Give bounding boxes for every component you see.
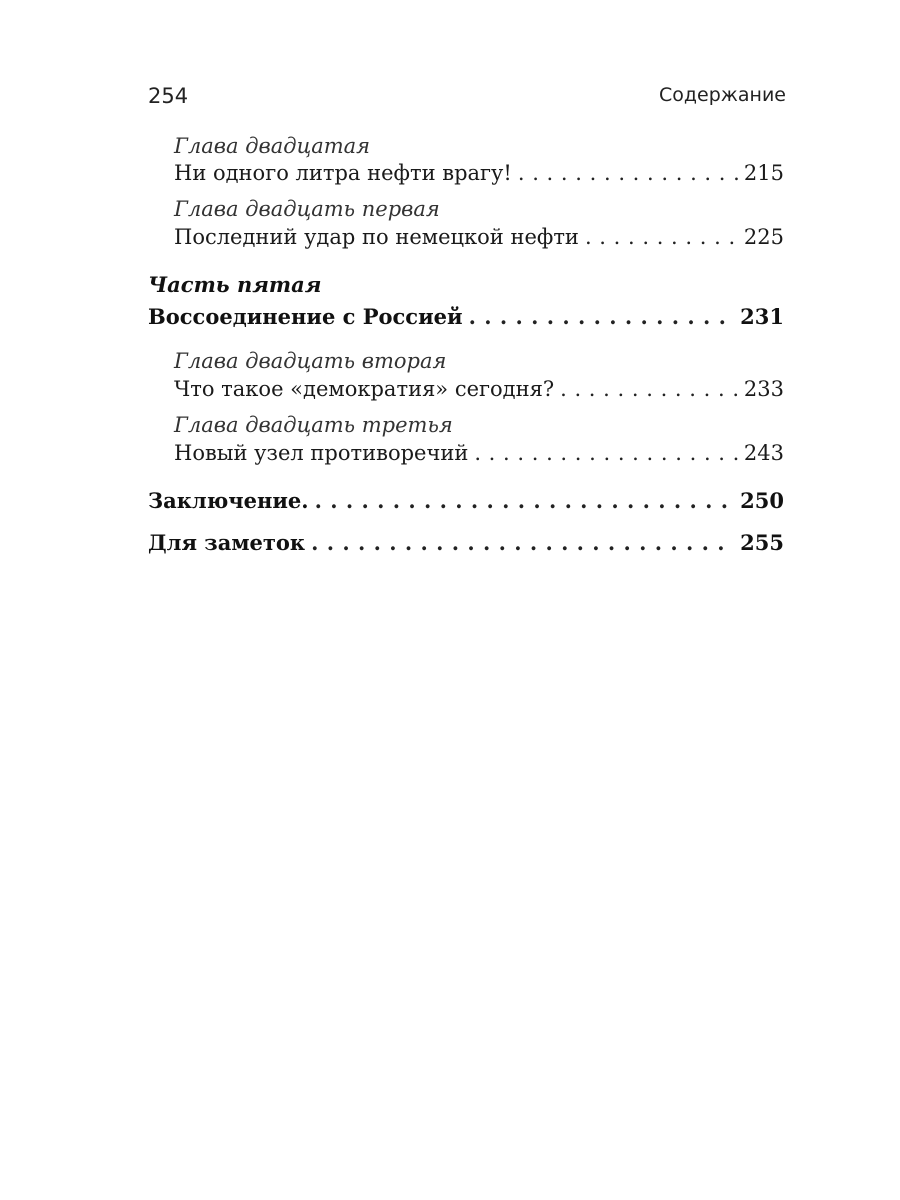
running-head	[148, 84, 786, 114]
toc-entry-page: 225	[743, 225, 784, 249]
toc-entry-chapter-23[interactable]	[174, 438, 784, 468]
toc-entry-chapter-20[interactable]	[174, 158, 784, 188]
part-label: Часть пятая	[148, 272, 322, 297]
dot-leader	[585, 222, 738, 252]
chapter-label: Глава двадцать третья	[174, 413, 453, 437]
toc-entry-page: 231	[740, 304, 784, 329]
toc-entry-page: 255	[740, 530, 784, 555]
toc-entry-notes[interactable]	[148, 528, 784, 558]
toc-entry-page: 243	[743, 441, 784, 465]
dot-leader	[311, 528, 734, 558]
chapter-label: Глава двадцатая	[174, 134, 371, 158]
toc-entry-title: Заключение.	[148, 488, 309, 513]
toc-entry-title: Новый узел противоречий	[174, 441, 469, 465]
toc-entry-title: Для заметок	[148, 530, 306, 555]
toc-entry-title: Последний удар по немецкой нефти	[174, 225, 579, 249]
toc-entry-chapter-22[interactable]	[174, 374, 784, 404]
toc-entry-page: 233	[743, 377, 784, 401]
toc-entry-chapter-21[interactable]	[174, 222, 784, 252]
dot-leader	[315, 486, 735, 516]
dot-leader	[474, 438, 738, 468]
page-number: 254	[148, 84, 189, 108]
toc-entry-title: Что такое «демократия» сегодня?	[174, 377, 555, 401]
chapter-label: Глава двадцать вторая	[174, 349, 447, 373]
toc-entry-title: Воссоединение с Россией	[148, 304, 463, 329]
dot-leader	[518, 158, 738, 188]
toc-entry-title: Ни одного литра нефти врагу!	[174, 161, 512, 185]
chapter-label: Глава двадцать первая	[174, 197, 440, 221]
dot-leader	[560, 374, 738, 404]
toc-entry-part-5[interactable]	[148, 302, 784, 332]
dot-leader	[469, 302, 735, 332]
toc-entry-conclusion[interactable]	[148, 486, 784, 516]
toc-entry-page: 215	[743, 161, 784, 185]
running-head-title: Содержание	[659, 84, 786, 106]
toc-entry-page: 250	[740, 488, 784, 513]
